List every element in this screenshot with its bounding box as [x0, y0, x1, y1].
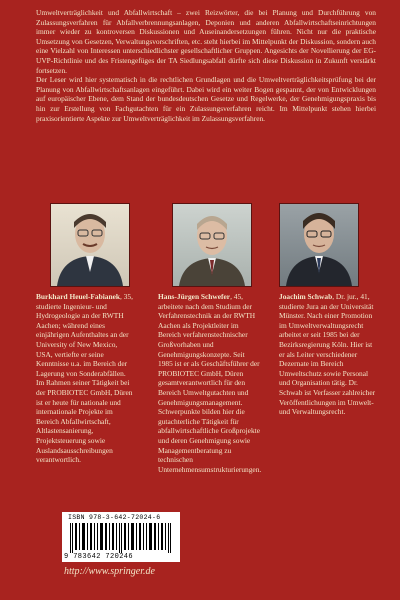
author-bio-text: , 45, arbeitete nach dem Studium der Verfahrenstechnik an der RWTH Aachen als Projektleiter im Bereich verfahrenstechnischer Großvorhaben und Genehmigungskonzepte. Seit 1985 ist er als Geschäftsführer der PROBIOTEC GmbH, Düren gesamtverantwortlich für den Bereich Umweltgutachten und Genehmigungsmanagement. Schwerpunkte bilden hier die gutachterliche Tätigkeit für abfallwirtschaftliche Großprojekte und deren Genehmigung sowie Managementberatung zu technischen Unternehmensumstrukturierungen. — [158, 292, 262, 474]
author-bio-schwefer — [158, 292, 260, 474]
author-name: Joachim Schwab — [279, 292, 333, 301]
isbn-number: ISBN 978-3-642-72024-6 — [68, 514, 161, 521]
barcode-digits: 9 783642 720246 — [64, 553, 134, 561]
author-bio-text: , 35, studierte Ingenieur- und Hydrogeologie an der RWTH Aachen; während eines einjährigen Aufenthaltes an der University of New Mexico, USA, vertiefte er seine Kenntnisse u.a. im Bereich der Lagerung von Sonderabfällen. Im Rahmen seiner Tätigkeit bei der PROBIOTEC GmbH, Düren ist er heute für nationale und internationale Projekte im Bereich Abfallwirtschaft, Altlastensanierung, Projektsteuerung sowie Auslandsausschreibungen verantwortlich. — [36, 292, 133, 465]
back-cover-blurb — [36, 8, 376, 123]
blurb-paragraph-2: Der Leser wird hier systematisch in die rechtlichen Grundlagen und die Umweltverträglichkeitsprüfung bei der Planung von Abfallwirtschaftsanlagen eingeführt. Dabei wird ein weiter Bogen gespannt, der von Entwicklungen auf europäischer Ebene, dem Stand der bundesdeutschen Gesetze und Regelwerke, der Genehmigungspraxis bis hin zur Erstellung von Fachgutachten für ein Zulassungsverfahren reicht. Im Mittelpunkt stehen hierbei praxisorientierte Aspekte zur Umweltverträglichkeit im Zulassungsverfahren. — [36, 75, 376, 123]
author-bio-text: , Dr. jur., 41, studierte Jura an der Universität Münster. Nach einer Promotion im Umweltverwaltungsrecht arbeitet er seit 1985 bei der Bezirksregierung Köln. Hier ist er als Leiter verschiedener Dezernate im Bereich Umweltschutz sowie Personal und Organisation tätig. Dr. Schwab ist Verfasser zahlreicher Veröffentlichungen im Umwelt- und Verwaltungsrecht. — [279, 292, 376, 417]
author-photo-schwab — [279, 203, 359, 287]
author-photo-heuel-fabianek — [50, 203, 130, 287]
publisher-url[interactable]: http://www.springer.de — [64, 566, 155, 577]
author-name: Burkhard Heuel-Fabianek — [36, 292, 120, 301]
barcode-bars — [70, 523, 172, 553]
author-photo-schwefer — [172, 203, 252, 287]
author-name: Hans-Jürgen Schwefer — [158, 292, 231, 301]
author-bio-schwab — [279, 292, 377, 417]
blurb-paragraph-1: Umweltverträglichkeit und Abfallwirtschaft – zwei Reizwörter, die bei Planung und Durchführung von Zulassungsverfahren für Abfallverbrennungsanlagen, Deponien und anderen Abfallwirtschaftseinrichtungen immer wieder zu kontroversen Diskussionen und Auseinandersetzungen führen. Nicht nur die praktische Umsetzung von Gesetzen, Verwaltungsvorschriften, etc. steht hierbei im Mittelpunkt der Diskussion, sondern auch eine Vielzahl von Interessen unterschiedlichster gesellschaftlicher Gruppen. Angesichts der Novellierung der EG-UVP-Richtlinie und des Fristengefüges der TA Siedlungsabfall dürfte sich diese Diskussion in Zukunft verstärkt fortsetzen. — [36, 8, 376, 75]
isbn-barcode — [62, 512, 180, 562]
author-bio-heuel-fabianek — [36, 292, 134, 465]
